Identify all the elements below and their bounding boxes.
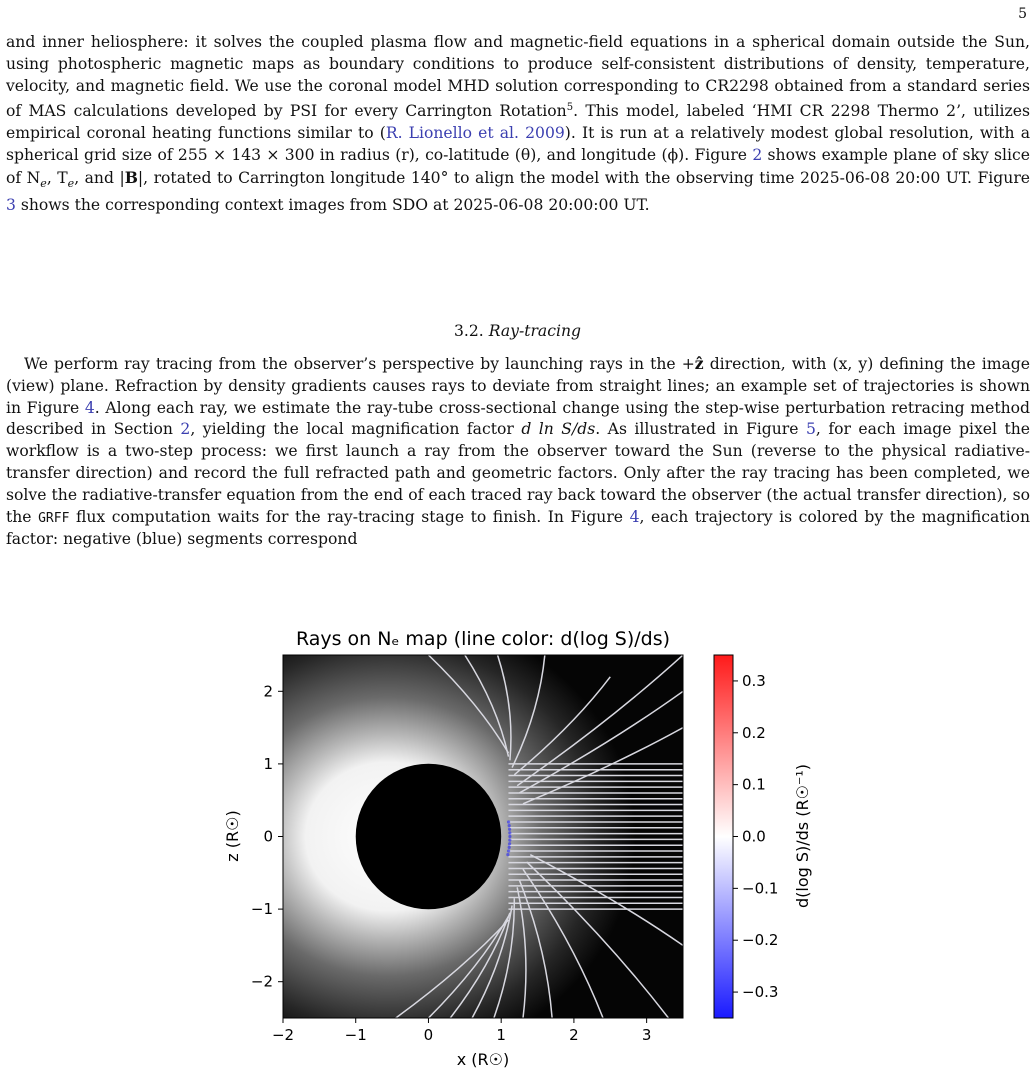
ray-negative-segment-6 [508, 831, 511, 834]
ray-negative-segment-9 [507, 820, 510, 823]
y-tick-label: −2 [250, 972, 273, 991]
p2-text-b: direction, with (x, y) defining the image (view) plane. Refraction by density gradients causes rays to deviate from straight lines; an example set of trajectories is shown in Figure [6, 355, 1030, 417]
y-axis-label: z (R☉) [223, 810, 242, 862]
x-axis [272, 1018, 651, 1044]
figure-ref-5[interactable]: 5 [805, 420, 816, 439]
p1-text-e: , T [46, 168, 68, 187]
colorbar-tick-label: 0.0 [742, 827, 766, 846]
colorbar-tick-label: −0.3 [742, 983, 779, 1002]
y-tick-label: 0 [263, 827, 273, 846]
x-tick-label: −2 [271, 1026, 295, 1044]
x-tick-label: 2 [569, 1026, 579, 1044]
colorbar-tick-label: −0.2 [742, 931, 779, 950]
colorbar-tick-label: −0.1 [742, 879, 779, 898]
p2-text-c: . Along each ray, we estimate the ray-tube cross-sectional change using the step-wise perturbation retracing method described in Section [6, 398, 1031, 439]
figure-ref-4b[interactable]: 4 [629, 507, 640, 526]
p2-text-d: , yielding the local magnification factor [190, 420, 522, 439]
paragraph-ray-tracing [6, 353, 1030, 551]
ray-negative-segment-4 [508, 839, 511, 842]
figure-ref-3[interactable]: 3 [6, 195, 16, 214]
y-axis [251, 682, 283, 990]
p1-sub-e1: e [40, 177, 47, 191]
x-tick-label: 3 [641, 1026, 652, 1044]
sun-disk [356, 764, 501, 909]
ray-negative-segment-8 [508, 824, 511, 827]
ray-negative-segment-2 [508, 846, 511, 849]
p1-text-f: , and | [74, 168, 125, 187]
plot-area [283, 655, 683, 1018]
p2-text-e: . As illustrated in Figure [595, 420, 806, 439]
colorbar-tick-label: 0.2 [742, 723, 766, 742]
footnote-mark[interactable]: 5 [566, 102, 574, 114]
p2-text-h: , each trajectory is colored by the magnification factor: negative (blue) segments correspond [6, 507, 1030, 549]
figure-ref-4a[interactable]: 4 [84, 398, 95, 417]
y-tick-label: −1 [250, 900, 273, 919]
p2-text-g: flux computation waits for the ray-tracing stage to finish. In Figure [69, 507, 630, 526]
p1-text-b: . This model, labeled ‘HMI CR 2298 Thermo 2’, utilizes empirical coronal heating functions similar to ( [6, 102, 1030, 143]
page-number: 5 [1018, 6, 1027, 22]
p1-text-a: and inner heliosphere: it solves the coupled plasma flow and magnetic-field equations in a spherical domain outside the Sun, using photospheric magnetic maps as boundary conditions to produce self-consistent distributions of density, temperature, velocity, and magnetic field. We use the coronal model MHD solution corresponding to CR2298 obtained from a standard series of MAS calculations developed by PSI for every Carrington Rotation [6, 33, 1030, 121]
section-heading [0, 322, 1035, 340]
p1-bold-b: B [124, 167, 138, 187]
section-number: 3.2. [454, 322, 484, 340]
p1-text-h: shows the corresponding context images from SDO at 2025-06-08 20:00:00 UT. [15, 195, 650, 214]
section-ref-2[interactable]: 2 [180, 420, 191, 439]
colorbar-axis [733, 672, 778, 1001]
figure-title: Rays on Nₑ map (line color: d(log S)/ds) [295, 628, 671, 650]
y-tick-label: 1 [263, 754, 273, 773]
x-tick-label: 0 [423, 1026, 434, 1044]
colorbar [714, 655, 733, 1018]
colorbar-tick-label: 0.3 [742, 671, 766, 690]
figure-ref-2[interactable]: 2 [752, 146, 763, 165]
x-axis-label: x (R☉) [456, 1050, 510, 1069]
ray-negative-segment-7 [508, 828, 511, 831]
p1-text-d: shows example plane of sky slice of N [6, 146, 1030, 187]
p2-math-dlns: d ln S/ds [521, 420, 596, 439]
paragraph-model-description [6, 32, 1030, 217]
x-tick-label: −1 [344, 1026, 367, 1044]
colorbar-label: d(log S)/ds (R☉⁻¹) [793, 763, 812, 909]
p2-text-f: , for each image pixel the workflow is a two-step process: we first launch a ray from the observer toward the Sun (reverse to the physical radiative-transfer direction) and record the full refracted path and geometric factors. Only after the ray tracing has been completed, we solve the radiative-transfer equation from the end of each traced ray back toward the observer (the actual transfer direction), so the [6, 420, 1030, 526]
p2-code-grff: GRFF [38, 510, 70, 526]
section-title: Ray-tracing [488, 322, 581, 340]
figure-rays-ne-map [0, 615, 1035, 1075]
colorbar-tick-label: 0.1 [742, 775, 766, 794]
citation-lionello-2009[interactable]: R. Lionello et al. 2009 [385, 124, 565, 143]
ray-negative-segment-0 [506, 853, 509, 856]
ray-negative-segment-1 [507, 849, 510, 852]
p2-zhat: ẑ [694, 354, 704, 373]
p1-text-c: ). It is run at a relatively modest global resolution, with a spherical grid size of 255 × 143 × 300 in radius (r), co-latitude (θ), and longitude (ϕ). Figure [6, 124, 1030, 165]
y-tick-label: 2 [263, 682, 273, 701]
ray-negative-segment-5 [508, 835, 511, 838]
x-tick-label: 1 [496, 1026, 506, 1044]
p2-text-a: We perform ray tracing from the observer’s perspective by launching rays in the + [24, 355, 695, 373]
p1-text-g: |, rotated to Carrington longitude 140° to align the model with the observing time 2025-06-08 20:00 UT. Figure [137, 168, 1030, 187]
ray-negative-segment-3 [508, 842, 511, 845]
p1-sub-e2: e [67, 177, 75, 191]
